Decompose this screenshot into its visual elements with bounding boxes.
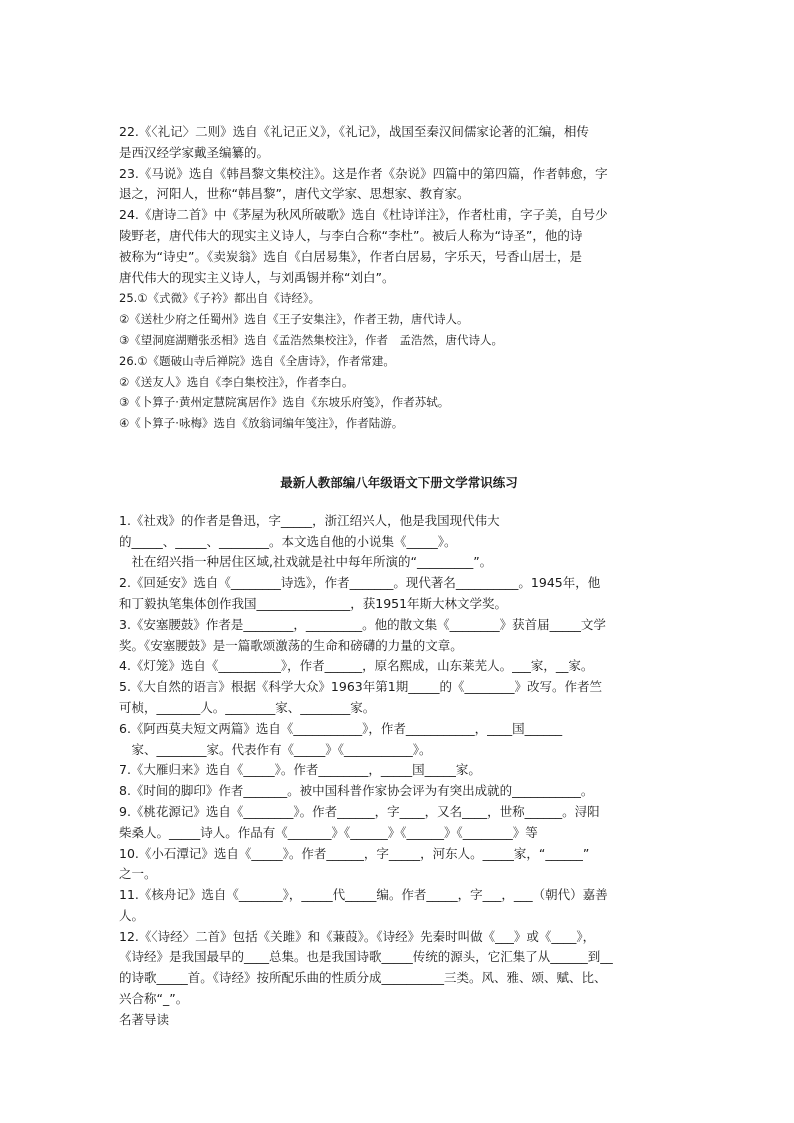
answer-line: 陵野老，唐代伟大的现实主义诗人，与李白合称“李杜”。被后人称为“诗圣”，他的诗 [119, 227, 583, 243]
answer-line: ②《送友人》选自《李白集校注》，作者李白。 [119, 374, 354, 389]
exercise-line: 2.《回延安》选自《________诗选》，作者_______。现代著名__________。1945年，他 [119, 575, 601, 591]
exercise-line: 柴桑人。_____诗人。作品有《_______》《______》《______》《________》等 [119, 824, 538, 840]
exercise-line: 11.《核舟记》选自《_______》，_____代_____编。作者_____，字___，___（朝代）嘉善 [119, 887, 608, 903]
answer-line: 退之，河阳人，世称“韩昌黎”，唐代文学家、思想家、教育家。 [119, 186, 470, 202]
exercise-line: 社在绍兴指一种居住区域,社戏就是社中每年所演的“_________”。 [119, 554, 493, 570]
answer-line: ②《送杜少府之任蜀州》选自《王子安集注》，作者王勃，唐代诗人。 [119, 312, 469, 327]
exercise-line: 8.《时间的脚印》作者_______。被中国科普作家协会评为有突出成就的___________。 [119, 783, 594, 799]
exercise-title: 最新人教部编八年级语文下册文学常识练习 [280, 474, 518, 490]
exercise-line: 之一。 [119, 866, 157, 882]
answer-line: 唐代伟大的现实主义诗人，与刘禹锡并称“刘白”。 [119, 269, 395, 285]
exercise-line: 9.《桃花源记》选自《________》。作者______，字____，又名____，世称______。浔阳 [119, 803, 600, 819]
answer-key-section [119, 122, 679, 434]
exercise-line: 1.《社戏》的作者是鲁迅，字_____，浙江绍兴人，他是我国现代伟大 [119, 512, 500, 528]
exercise-line: 和丁毅执笔集体创作我国_______________，获1951年斯大林文学奖。 [119, 595, 508, 611]
exercise-line: 的_____、_____、________。本文选自他的小说集《_____》。 [119, 533, 457, 549]
exercise-line: 7.《大雁归来》选自《_____》。作者________，_____国_____家。 [119, 762, 481, 778]
document-page [119, 122, 679, 1031]
answer-line: 是西汉经学家戴圣编纂的。 [119, 144, 270, 160]
exercise-line: 的诗歌_____首。《诗经》按所配乐曲的性质分成__________三类。风、雅、颂、赋、比、 [119, 970, 607, 986]
exercise-line: 《诗经》是我国最早的____总集。也是我国诗歌_____传统的源头，它汇集了从______到__ [119, 949, 613, 965]
answer-line: ④《卜算子·咏梅》选自《放翁词编年笺注》，作者陆游。 [119, 416, 404, 431]
exercise-line: 兴合称“_”。 [119, 991, 189, 1007]
exercise-section [119, 511, 679, 1031]
exercise-line: 4.《灯笼》选自《__________》，作者______，原名熙成，山东莱芜人。___家，__家。 [119, 658, 594, 674]
section-heading-classics: 名著导读 [119, 1011, 170, 1027]
exercise-line: 10.《小石潭记》选自《_____》。作者______，字_____，河东人。_____家，“______” [119, 845, 590, 861]
exercise-line: 5.《大自然的语言》根据《科学大众》1963年第1期_____的《________》改写。作者竺 [119, 679, 602, 695]
answer-line: 24.《唐诗二首》中《茅屋为秋风所破歌》选自《杜诗详注》，作者杜甫，字子美，自号少 [119, 207, 608, 223]
exercise-line: 奖。《安塞腰鼓》是一篇歌颂激荡的生命和磅礴的力量的文章。 [119, 637, 463, 653]
exercise-line: 12.《〈诗经〉二首》包括《关雎》和《蒹葭》。《诗经》先秦时叫做《___》或《____》， [119, 928, 596, 944]
exercise-line: 人。 [119, 907, 145, 923]
answer-line: 26.①《题破山寺后禅院》选自《全唐诗》，作者常建。 [119, 353, 395, 368]
exercise-line: 可桢，_______人。________家、________家。 [119, 699, 376, 715]
answer-line: ③《望洞庭湖赠张丞相》选自《孟浩然集校注》，作者 孟浩然，唐代诗人。 [119, 332, 504, 347]
answer-line: 25.①《式微》《子衿》都出自《诗经》。 [119, 291, 321, 306]
answer-line: 23.《马说》选自《韩昌黎文集校注》。这是作者《杂说》四篇中的第四篇，作者韩愈，字 [119, 165, 608, 181]
answer-line: 22.《〈礼记〉二则》选自《礼记正义》，《礼记》，战国至秦汉间儒家论著的汇编，相传 [119, 124, 589, 139]
exercise-line: 6.《阿西莫夫短文两篇》选自《___________》，作者___________，____国______ [119, 720, 563, 736]
exercise-line: 3.《安塞腰鼓》作者是________，_________。他的散文集《________》获首届_____文学 [119, 616, 606, 632]
answer-line: ③《卜算子·黄州定慧院寓居作》选自《东坡乐府笺》，作者苏轼。 [119, 395, 450, 410]
answer-line: 被称为“诗史”。《卖炭翁》选自《白居易集》，作者白居易，字乐天，号香山居士，是 [119, 248, 582, 264]
exercise-line: 家、________家。代表作有《_____》《___________》。 [119, 741, 432, 757]
